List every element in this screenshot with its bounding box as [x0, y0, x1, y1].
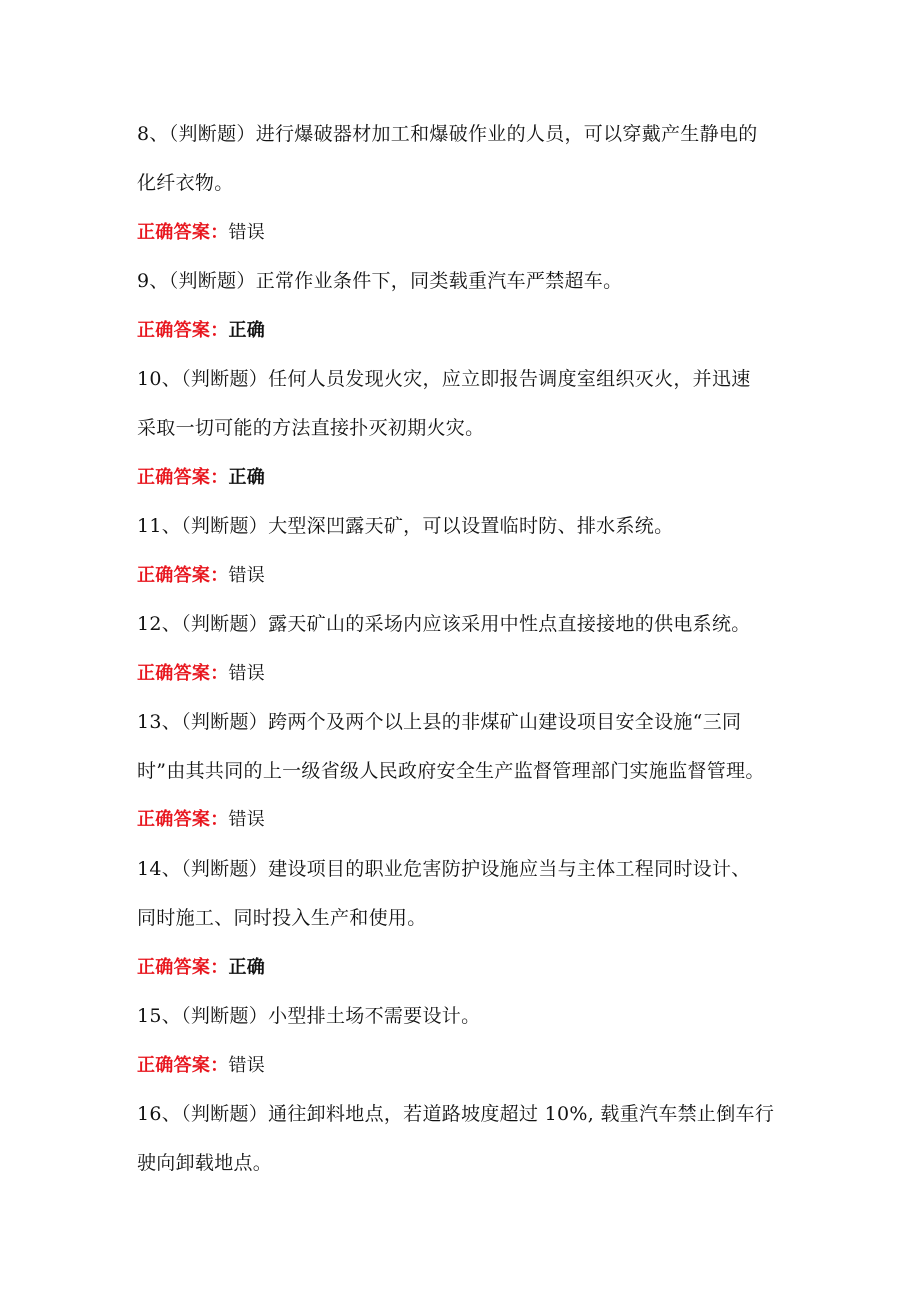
question-14-line-1: 14、（判断题）建设项目的职业危害防护设施应当与主体工程同时设计、 — [137, 858, 751, 880]
question-12-line-1: 12、（判断题）露天矿山的采场内应该采用中性点直接接地的供电系统。 — [137, 613, 751, 635]
question-15-line-1: 15、（判断题）小型排土场不需要设计。 — [137, 1005, 481, 1027]
answer-value: 正确 — [228, 320, 266, 341]
question-8-line-2: 化纤衣物。 — [137, 172, 234, 194]
answer-label: 正确答案： — [137, 1055, 229, 1076]
answer-value: 正确 — [228, 957, 266, 978]
answer-value: 错误 — [228, 222, 266, 243]
question-8-line-1: 8、（判断题）进行爆破器材加工和爆破作业的人员，可以穿戴产生静电的 — [137, 123, 758, 145]
question-13-line-2: 时”由其共同的上一级省级人民政府安全生产监督管理部门实施监督管理。 — [137, 760, 765, 782]
answer-15 — [137, 1052, 797, 1079]
question-14-line-2: 同时施工、同时投入生产和使用。 — [137, 907, 427, 929]
answer-12 — [137, 660, 797, 687]
question-9-line-1: 9、（判断题）正常作业条件下，同类载重汽车严禁超车。 — [137, 270, 623, 292]
answer-11 — [137, 562, 797, 589]
answer-9 — [137, 317, 797, 344]
question-11-line-1: 11、（判断题）大型深凹露天矿，可以设置临时防、排水系统。 — [137, 515, 674, 537]
answer-label: 正确答案： — [137, 809, 229, 830]
question-13-line-1: 13、（判断题）跨两个及两个以上县的非煤矿山建设项目安全设施“三同 — [137, 711, 742, 733]
answer-14 — [137, 954, 797, 981]
answer-value: 错误 — [228, 663, 266, 684]
answer-label: 正确答案： — [137, 957, 229, 978]
answer-10 — [137, 464, 797, 491]
question-10-line-1: 10、（判断题）任何人员发现火灾，应立即报告调度室组织灭火，并迅速 — [137, 368, 751, 390]
question-10-line-2: 采取一切可能的方法直接扑灭初期火灾。 — [137, 417, 485, 439]
answer-8 — [137, 219, 797, 246]
answer-label: 正确答案： — [137, 222, 229, 243]
answer-label: 正确答案： — [137, 320, 229, 341]
answer-label: 正确答案： — [137, 565, 229, 586]
answer-value: 错误 — [228, 1055, 266, 1076]
question-16-line-1: 16、（判断题）通往卸料地点，若道路坡度超过 10%, 载重汽车禁止倒车行 — [137, 1103, 775, 1125]
answer-value: 错误 — [228, 565, 266, 586]
answer-13 — [137, 806, 797, 833]
answer-value: 正确 — [228, 467, 266, 488]
answer-value: 错误 — [228, 809, 266, 830]
answer-label: 正确答案： — [137, 467, 229, 488]
question-16-line-2: 驶向卸载地点。 — [137, 1152, 273, 1174]
answer-label: 正确答案： — [137, 663, 229, 684]
